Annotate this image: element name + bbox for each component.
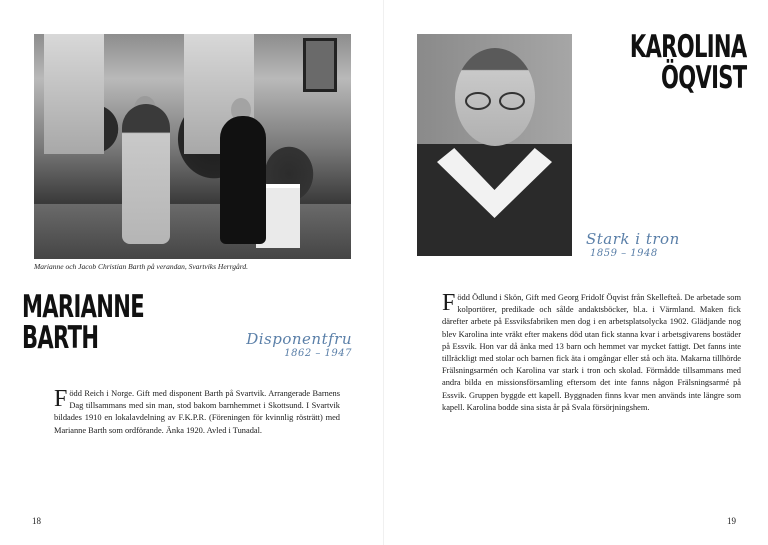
biography-barth [54,388,340,437]
role-label-oqvist [586,230,680,259]
person-name-barth [22,289,144,356]
biography-text: ödd Ödlund i Skön, Gift med Georg Fridolf Öqvist från Skellefteå. De arbetade som kolportörer, predikade och sålde andaktsböcker, bl.a. i Värmland. Maken fick därefter arbete på Essviksfabriken men dog i en arbetsplatsolycka 1902. Glädjande nog blev Karolina inte vräkt efter makens död utan fick stanna kvar i arbetsgivarens bostäder på Essvik. Hon var då änka med 13 barn och hemmet var mycket fattigt. Det fanns inte tillräckligt med stolar och barnen fick äta i omgångar eller stå och äta. Makarna tillhörde Frälsningsarmén och Karolina var stark i tron och skolad. Förmådde tillsammans med andra bilda en missionsförsamling eftersom det inte fanns någon Frälsningsarmé på Essvik. Gruppen byggde ett kapell. Byggnaden finns kvar men används inte längre som kapell. Karolina bodde sina sista år på Svala försörjningshem. [442,293,741,412]
name-line-last: ÖQVIST [660,60,746,96]
role-label-barth [246,330,352,359]
name-line-first: MARIANNE [22,289,144,325]
person-name-oqvist [629,29,746,96]
name-line-last: BARTH [22,320,99,356]
role-title: Disponentfru [246,330,352,348]
right-page [384,0,768,545]
biography-oqvist [442,292,741,414]
role-title: Stark i tron [586,230,680,248]
page-number: 19 [727,516,736,526]
name-line-first: KAROLINA [629,29,746,65]
veranda-photo [34,34,351,259]
page-number: 18 [32,516,41,526]
portrait-photo [417,34,572,256]
life-years: 1859 – 1948 [590,248,658,259]
drop-cap: F [54,386,68,412]
photo-caption: Marianne och Jacob Christian Barth på verandan, Svartviks Herrgård. [34,262,249,271]
biography-text: ödd Reich i Norge. Gift med disponent Barth på Svartvik. Arrangerade Barnens Dag tillsammans med sin man, stod bakom barnhemmet i Skottsund. I Svartvik bildades 1910 en lokalavdelning av F.K.P.R. (Föreningen för kvinnlig rösträtt) med Marianne Barth som ordförande. Änka 1920. Avled i Tunadal. [54,389,340,435]
drop-cap: F [442,290,456,316]
life-years: 1862 – 1947 [284,348,352,359]
